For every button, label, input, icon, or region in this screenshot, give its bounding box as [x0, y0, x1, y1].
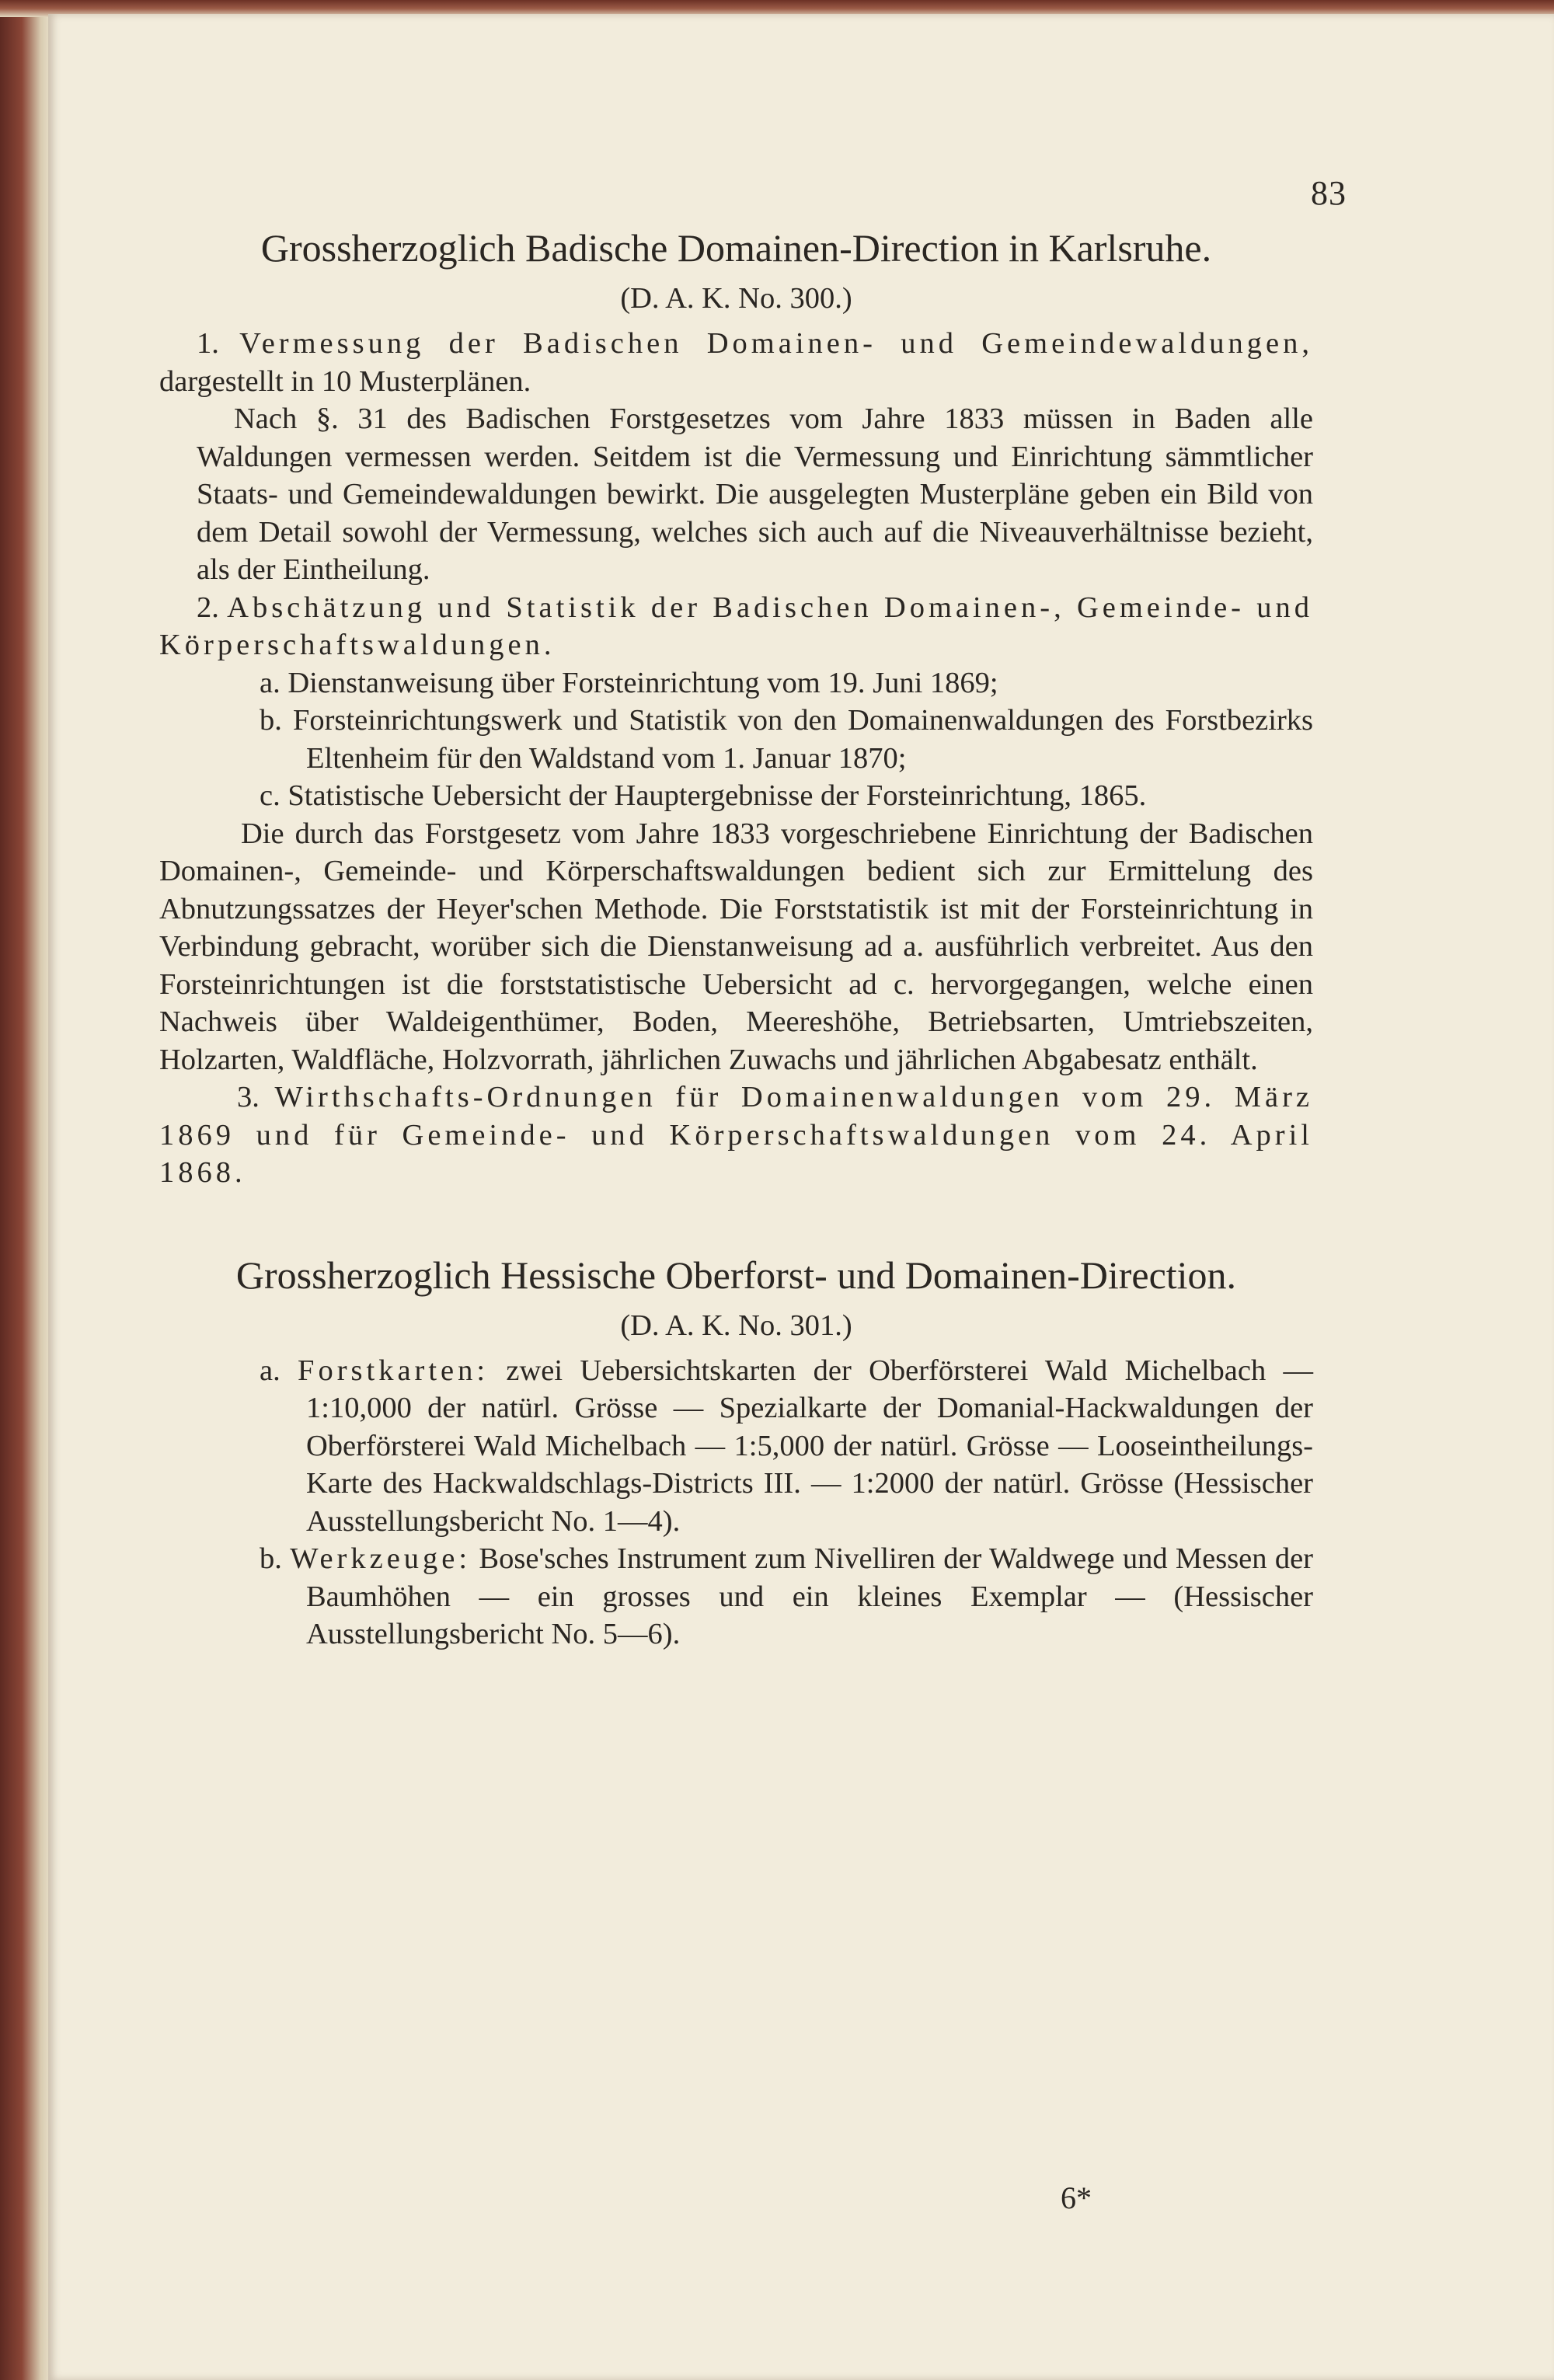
item-2-title: Abschätzung und Statistik der Badischen Domainen-, Gemeinde- und Körperschaftswaldungen.: [159, 591, 1313, 661]
page-content: [159, 225, 1313, 1653]
section-reference-baden: (D. A. K. No. 300.): [620, 282, 852, 315]
item-2: [159, 589, 1313, 664]
item-1-number: 1.: [197, 327, 219, 360]
hessen-item-a-text: zwei Uebersichtskarten der Oberförsterei Wald Michelbach — 1:10,000 der natürl. Grösse — Spezialkarte der Domanial-Hackwaldungen der Oberförsterei Wald Michelbach — 1:5,000 der natürl. Grösse — Looseintheilungs-Karte des Hackwaldschlags-Districts III. — 1:2000 der natürl. Grösse (Hessischer Ausstellungsbericht No. 1—4).: [306, 1354, 1314, 1538]
hessen-item-a-title: Forstkarten:: [298, 1354, 490, 1387]
item-1-text: Nach §. 31 des Badischen Forstgesetzes vom Jahre 1833 müssen in Baden alle Waldungen vermessen werden. Seitdem ist die Vermessung und Einrichtung sämmtlicher Staats- und Gemeindewaldungen bewirkt. Die ausgelegten Musterpläne geben ein Bild von dem Detail sowohl der Vermessung, welches sich auch auf die Niveauverhältnisse bezieht, als der Eintheilung.: [197, 402, 1313, 586]
hessen-item-b: b. Werkzeuge: Bose'sches Instrument zum Nivelliren der Waldwege und Messen der Baumhöhen — ein grosses und ein kleines Exemplar — (Hessischer Ausstellungsbericht No. 5—6).: [260, 1542, 1313, 1650]
item-3-number: 3.: [237, 1081, 260, 1113]
item-3-text: Wirthschafts-Ordnungen für Domainenwaldungen vom 29. März 1869 und für Gemeinde- und Körperschaftswaldungen vom 24. April 1868.: [159, 1081, 1313, 1189]
item-1: [159, 325, 1313, 400]
section-heading-hessen: Grossherzoglich Hessische Oberforst- und Domainen-Direction.: [235, 1253, 1237, 1297]
section-gap: [159, 1192, 1313, 1253]
subitem-c: c. Statistische Uebersicht der Hauptergebnisse der Forsteinrichtung, 1865.: [260, 779, 1147, 812]
signature-mark: 6*: [1061, 2180, 1092, 2215]
hessen-item-b-title: Werkzeuge:: [290, 1542, 472, 1575]
section-heading-baden: Grossherzoglich Badische Domainen-Direction in Karlsruhe.: [260, 226, 1212, 270]
subitem-b: b. Forsteinrichtungswerk und Statistik von den Domainenwaldungen des Forstbezirks Eltenheim für den Waldstand vom 1. Januar 1870;: [260, 704, 1313, 775]
item-3: [159, 1078, 1313, 1192]
section-reference-hessen: (D. A. K. No. 301.): [620, 1308, 852, 1342]
hessen-item-a: a. Forstkarten: zwei Uebersichtskarten der Oberförsterei Wald Michelbach — 1:10,000 der natürl. Grösse — Spezialkarte der Domanial-Hackwaldungen der Oberförsterei Wald Michelbach — 1:5,000 der natürl. Grösse — Looseintheilungs-Karte des Hackwaldschlags-Districts III. — 1:2000 der natürl. Grösse (Hessischer Ausstellungsbericht No. 1—4).: [260, 1354, 1314, 1538]
page-number: 83: [1311, 174, 1347, 212]
subitem-a: a. Dienstanweisung über Forsteinrichtung vom 19. Juni 1869;: [260, 666, 998, 699]
item-1-title: Vermessung der Badischen Domainen- und Gemeindewaldungen,: [239, 327, 1313, 360]
book-binding-edge: [0, 0, 54, 2380]
hessen-item-b-text: Bose'sches Instrument zum Nivelliren der Waldwege und Messen der Baumhöhen — ein grosses und ein kleines Exemplar — (Hessischer Ausstellungsbericht No. 5—6).: [306, 1542, 1313, 1650]
item-2-number: 2.: [197, 591, 219, 624]
item-1-title-rest: dargestellt in 10 Musterplänen.: [159, 364, 531, 398]
item-2-text: Die durch das Forstgesetz vom Jahre 1833 vorgeschriebene Einrichtung der Badischen Domainen-, Gemeinde- und Körperschaftswaldungen bedient sich zur Ermittelung des Abnutzungssatzes der Heyer'schen Methode. Die Forststatistik ist mit der Forsteinrichtung in Verbindung gebracht, worüber sich die Dienstanweisung ad a. ausführlich verbreitet. Aus den Forsteinrichtungen ist die forststatistische Uebersicht ad c. hervorgegangen, welche einen Nachweis über Waldeigenthümer, Boden, Meereshöhe, Betriebsarten, Umtriebszeiten, Holzarten, Waldfläche, Holzvorrath, jährlichen Zuwachs und jährlichen Abgabesatz enthält.: [159, 817, 1313, 1076]
